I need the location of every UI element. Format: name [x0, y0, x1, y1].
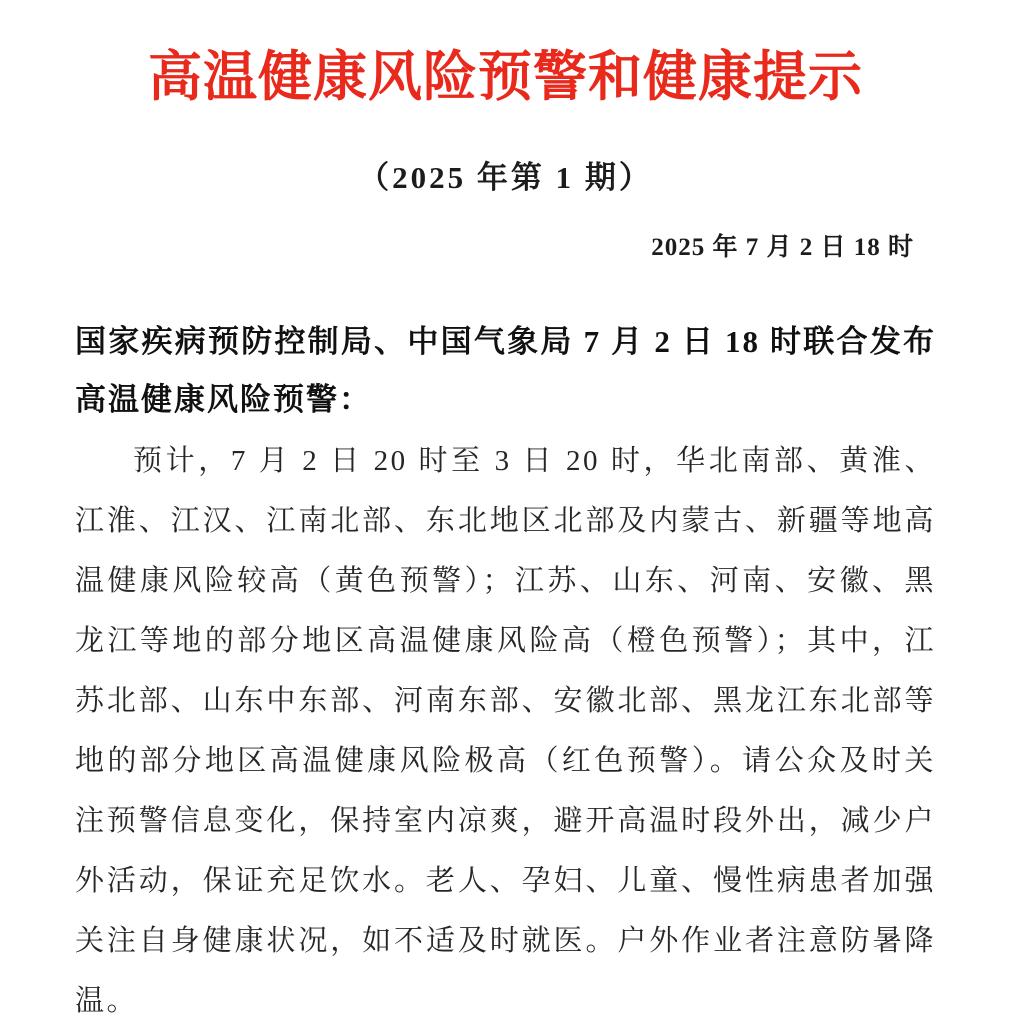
- issue-number: （2025 年第 1 期）: [358, 160, 653, 196]
- document-title: 高温健康风险预警和健康提示: [148, 47, 863, 107]
- announcement-heading: 国家疾病预防控制局、中国气象局 7 月 2 日 18 时联合发布高温健康风险预警：: [75, 324, 936, 418]
- publish-datetime: 2025 年 7 月 2 日 18 时: [651, 234, 914, 262]
- announcement-body: 预计，7 月 2 日 20 时至 3 日 20 时，华北南部、黄淮、江淮、江汉、江南北部、东北地区北部及内蒙古、新疆等地高温健康风险较高（黄色预警）；江苏、山东、河南、安徽、黑龙江等地的部分地区高温健康风险高（橙色预警）；其中，江苏北部、山东中东部、河南东部、安徽北部、黑龙江东北部等地的部分地区高温健康风险极高（红色预警）。请公众及时关注预警信息变化，保持室内凉爽，避开高温时段外出，减少户外活动，保证充足饮水。老人、孕妇、儿童、慢性病患者加强关注自身健康状况，如不适及时就医。户外作业者注意防暑降温。: [75, 445, 936, 1018]
